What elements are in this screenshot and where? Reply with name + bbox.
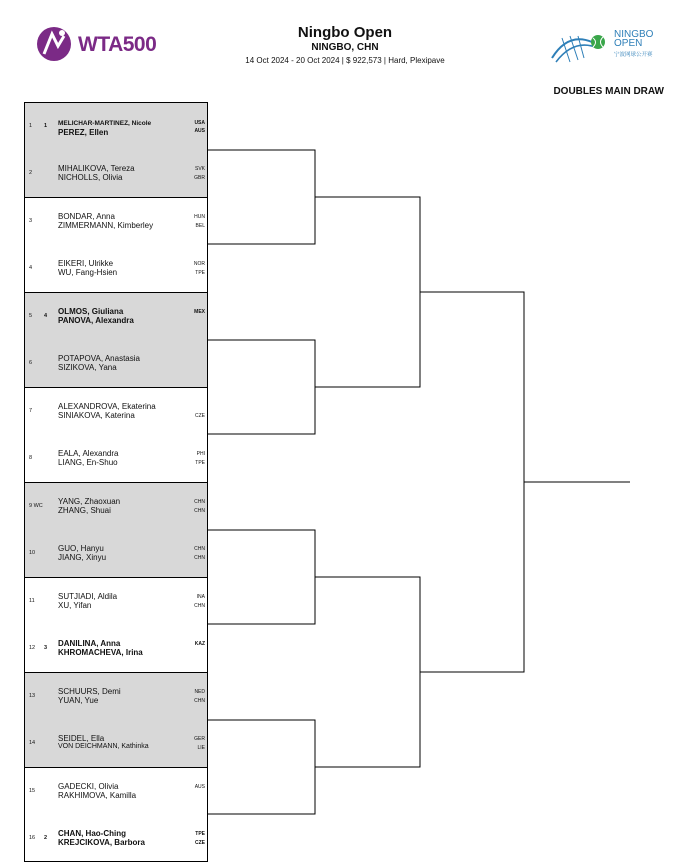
tournament-info: 14 Oct 2024 - 20 Oct 2024 | $ 922,573 | Hard, Plexipave <box>245 56 445 65</box>
player-1-name: MELICHAR-MARTINEZ, Nicole <box>58 120 152 127</box>
entry-number: 4 <box>29 264 33 271</box>
player-2-name: XU, Yifan <box>58 601 92 610</box>
entry-number: 10 <box>29 549 36 556</box>
player-2-country: GBR <box>194 174 205 181</box>
player-1-name: SEIDEL, Ella <box>58 733 105 743</box>
player-2-name: KHROMACHEVA, Irina <box>58 647 143 657</box>
player-2-name: LIANG, En-Shuo <box>58 457 118 467</box>
entry-number: 6 <box>29 359 33 366</box>
player-1-name: MIHALIKOVA, Tereza <box>58 163 135 173</box>
ningbo-text-1: NINGBO <box>614 29 654 40</box>
draw-label: DOUBLES MAIN DRAW <box>553 86 664 97</box>
player-1-country: NED <box>194 689 205 695</box>
player-1-country: USA <box>194 120 205 126</box>
player-2-country: TPE <box>195 269 205 276</box>
player-1-name: EALA, Alexandra <box>58 448 119 458</box>
player-2-name: WU, Fang-Hsien <box>58 267 118 277</box>
player-1-name: SCHUURS, Demi <box>58 687 121 696</box>
entry-seed: 2 <box>44 834 48 841</box>
entry-number: 2 <box>29 169 33 176</box>
player-1-name: SUTJIADI, Aldila <box>58 592 118 601</box>
player-1-country: INA <box>196 594 205 600</box>
player-2-country: CZE <box>195 839 205 846</box>
entry-number: 3 <box>29 218 33 224</box>
player-1-country: PHI <box>196 450 205 457</box>
player-1-name: EIKERI, Ulrikke <box>58 258 114 268</box>
player-1-name: CHAN, Hao-Ching <box>58 828 126 838</box>
player-2-name: PANOVA, Alexandra <box>58 316 134 325</box>
player-2-name: SINIAKOVA, Katerina <box>58 411 135 420</box>
entry-seed: 3 <box>44 644 48 651</box>
player-2-name: SIZIKOVA, Yana <box>58 362 117 372</box>
player-1-name: BONDAR, Anna <box>58 212 115 221</box>
player-1-name: ALEXANDROVA, Ekaterina <box>58 402 156 411</box>
player-1-name: YANG, Zhaoxuan <box>58 497 121 506</box>
player-2-name: ZIMMERMANN, Kimberley <box>58 221 154 230</box>
entry-number: 16 <box>29 834 36 841</box>
tournament-location: NINGBO, CHN <box>311 42 379 53</box>
player-2-country: TPE <box>195 459 205 466</box>
player-1-name: DANILINA, Anna <box>58 638 121 648</box>
ningbo-text-2: OPEN <box>614 38 643 49</box>
player-2-name: JIANG, Xinyu <box>58 552 107 562</box>
entry-number: 5 <box>29 313 33 319</box>
player-2-country: CZE <box>195 413 205 419</box>
player-1-country: NOR <box>193 260 205 267</box>
player-1-name: GUO, Hanyu <box>58 543 104 553</box>
player-1-country: AUS <box>194 784 205 790</box>
player-2-name: ZHANG, Shuai <box>58 506 111 515</box>
player-2-name: KREJCIKOVA, Barbora <box>58 837 145 847</box>
player-2-country: CHN <box>194 603 205 609</box>
player-1-country: SVK <box>194 165 205 172</box>
player-1-country: CHN <box>194 499 205 505</box>
player-1-country: GER <box>194 735 205 742</box>
player-2-country: CHN <box>194 508 205 514</box>
entry-number: 14 <box>29 739 36 746</box>
entry-number: 11 <box>29 598 35 604</box>
entry-number: 7 <box>29 408 33 414</box>
entry-number: 1 <box>29 123 33 129</box>
player-1-name: POTAPOVA, Anastasia <box>58 353 140 363</box>
entry-number: 13 <box>29 693 36 699</box>
player-2-name: NICHOLLS, Olivia <box>58 172 123 182</box>
player-2-country: BEL <box>195 223 205 229</box>
ningbo-chinese-text: 宁波网球公开赛 <box>614 52 653 58</box>
player-1-country: CHN <box>194 545 205 552</box>
entry-number: 9 WC <box>29 503 43 509</box>
player-2-country: AUS <box>194 128 205 134</box>
player-2-name: YUAN, Yue <box>58 696 99 705</box>
entry-number: 8 <box>29 454 33 461</box>
player-2-name: PEREZ, Ellen <box>58 128 109 137</box>
player-1-name: OLMOS, Giuliana <box>58 307 124 316</box>
player-2-country: LIE <box>197 744 205 751</box>
player-2-country: CHN <box>194 698 205 704</box>
entry-number: 15 <box>29 788 36 794</box>
player-1-country: MEX <box>194 309 205 315</box>
player-2-name: VON DEICHMANN, Kathinka <box>58 742 149 750</box>
player-1-country: TPE <box>195 830 205 837</box>
player-1-country: KAZ <box>194 640 205 647</box>
player-2-country: CHN <box>194 554 205 561</box>
player-1-country: HUN <box>194 214 205 220</box>
entry-seed: 1 <box>44 123 48 129</box>
entry-seed: 4 <box>44 313 48 319</box>
tournament-title: Ningbo Open <box>297 24 393 41</box>
wta-logo-text: WTA500 <box>78 33 157 56</box>
player-1-name: GADECKI, Olivia <box>58 782 119 791</box>
entry-number: 12 <box>29 644 36 651</box>
player-2-name: RAKHIMOVA, Kamilla <box>58 791 137 800</box>
